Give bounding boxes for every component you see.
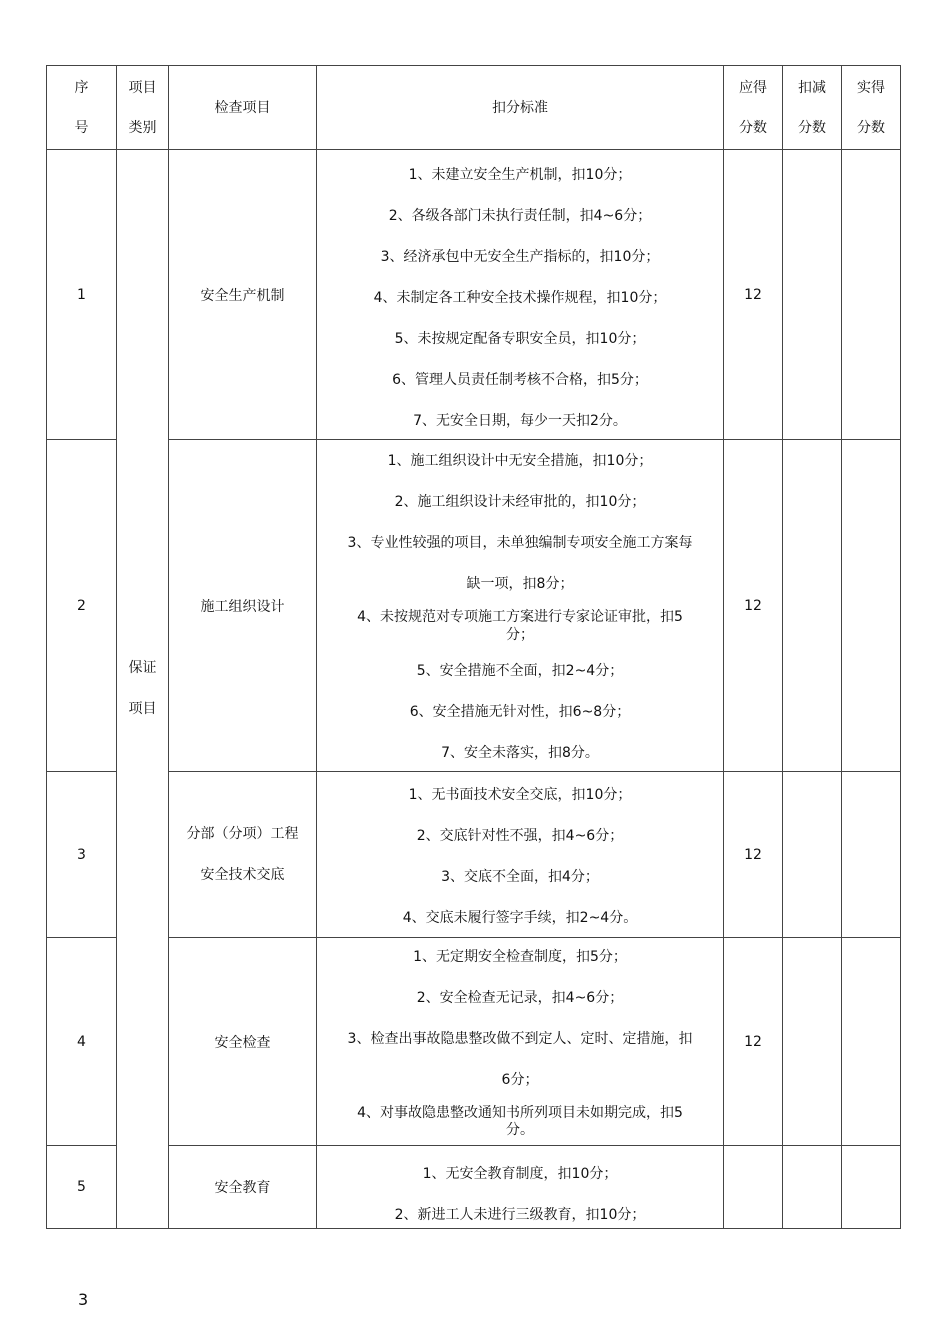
row-criteria: 1、施工组织设计中无安全措施，扣10分； 2、施工组织设计未经审批的，扣10分； 3、专业性较强的项目，未单独编制专项安全施工方案每 缺一项，扣8分； 4、未按规范对专项施工方案进行专家论证审批，扣5 分； 5、安全措施不全面，扣2~4分； 6、安全措施无针对性，扣6~8分； 7、安全未落实，扣8分。 bbox=[317, 440, 724, 772]
header-seq: 序 号 bbox=[47, 66, 117, 150]
row-due-score: 12 bbox=[724, 440, 783, 772]
row-due-score: 12 bbox=[724, 150, 783, 440]
row-actual-score bbox=[842, 938, 901, 1146]
header-item: 检查项目 bbox=[169, 66, 317, 150]
row-item: 安全检查 bbox=[169, 938, 317, 1146]
row-item: 安全教育 bbox=[169, 1146, 317, 1229]
row-actual-score bbox=[842, 772, 901, 938]
row-item: 分部（分项）工程 安全技术交底 bbox=[169, 772, 317, 938]
row-seq: 4 bbox=[47, 938, 117, 1146]
inspection-table bbox=[46, 65, 901, 1229]
row-deduct-score bbox=[783, 150, 842, 440]
row-seq: 3 bbox=[47, 772, 117, 938]
row-criteria: 1、无定期安全检查制度，扣5分； 2、安全检查无记录，扣4~6分； 3、检查出事故隐患整改做不到定人、定时、定措施，扣 6分； 4、对事故隐患整改通知书所列项目未如期完成，扣5 分。 bbox=[317, 938, 724, 1146]
header-actual-score: 实得 分数 bbox=[842, 66, 901, 150]
row-seq: 1 bbox=[47, 150, 117, 440]
table-row bbox=[47, 772, 901, 938]
header-deduct-score: 扣减 分数 bbox=[783, 66, 842, 150]
row-due-score bbox=[724, 1146, 783, 1229]
header-due-score: 应得 分数 bbox=[724, 66, 783, 150]
category-cell: 保证 项目 bbox=[117, 150, 169, 1229]
row-item: 安全生产机制 bbox=[169, 150, 317, 440]
page-number: 3 bbox=[78, 1290, 89, 1309]
row-criteria: 1、无安全教育制度，扣10分； 2、新进工人未进行三级教育，扣10分； bbox=[317, 1146, 724, 1229]
row-actual-score bbox=[842, 1146, 901, 1229]
row-due-score: 12 bbox=[724, 938, 783, 1146]
row-deduct-score bbox=[783, 772, 842, 938]
row-deduct-score bbox=[783, 440, 842, 772]
row-actual-score bbox=[842, 150, 901, 440]
row-seq: 5 bbox=[47, 1146, 117, 1229]
row-item: 施工组织设计 bbox=[169, 440, 317, 772]
header-category: 项目 类别 bbox=[117, 66, 169, 150]
row-actual-score bbox=[842, 440, 901, 772]
row-deduct-score bbox=[783, 1146, 842, 1229]
header-row bbox=[47, 66, 901, 150]
row-seq: 2 bbox=[47, 440, 117, 772]
row-due-score: 12 bbox=[724, 772, 783, 938]
table-row bbox=[47, 1146, 901, 1229]
table-row bbox=[47, 150, 901, 440]
table-row bbox=[47, 440, 901, 772]
table-row bbox=[47, 938, 901, 1146]
row-criteria: 1、未建立安全生产机制，扣10分； 2、各级各部门未执行责任制，扣4~6分； 3、经济承包中无安全生产指标的，扣10分； 4、未制定各工种安全技术操作规程，扣10分； 5、未按规定配备专职安全员，扣10分； 6、管理人员责任制考核不合格，扣5分； 7、无安全日期，每少一天扣2分。 bbox=[317, 150, 724, 440]
row-deduct-score bbox=[783, 938, 842, 1146]
header-criteria: 扣分标准 bbox=[317, 66, 724, 150]
row-criteria: 1、无书面技术安全交底，扣10分； 2、交底针对性不强，扣4~6分； 3、交底不全面，扣4分； 4、交底未履行签字手续，扣2~4分。 bbox=[317, 772, 724, 938]
